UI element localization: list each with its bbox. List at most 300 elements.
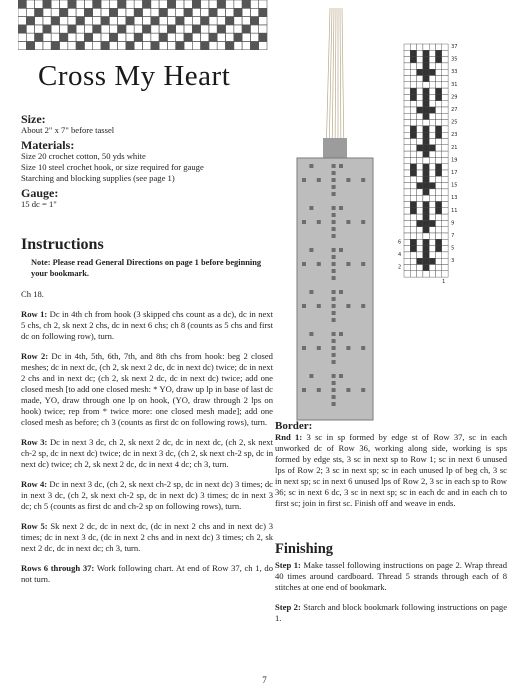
chart-cell xyxy=(436,252,442,258)
header-grid-cell xyxy=(35,42,43,50)
header-grid-cell xyxy=(68,8,76,16)
header-grid-cell xyxy=(134,42,142,50)
chart-cell xyxy=(442,76,448,82)
chart-cell xyxy=(404,202,410,208)
chart-cell xyxy=(429,69,435,75)
header-grid-cell xyxy=(26,25,34,33)
header-grid-cell xyxy=(217,42,225,50)
header-grid-cell xyxy=(18,42,26,50)
header-grid-cell xyxy=(176,33,184,41)
header-grid-cell xyxy=(151,8,159,16)
chart-cell xyxy=(410,233,416,239)
chart-cell xyxy=(436,101,442,107)
header-grid-cell xyxy=(109,33,117,41)
chart-cell xyxy=(410,271,416,277)
chart-cell xyxy=(417,69,423,75)
header-grid-cell xyxy=(176,25,184,33)
chart-cell xyxy=(442,157,448,163)
header-grid-cell xyxy=(184,0,192,8)
bookmark-hole xyxy=(332,213,336,217)
header-grid-cell xyxy=(84,0,92,8)
chart-cell xyxy=(442,101,448,107)
header-grid-cell xyxy=(118,33,126,41)
header-grid-cell xyxy=(43,17,51,25)
chart-cell xyxy=(442,220,448,226)
chart-cell xyxy=(404,94,410,100)
header-grid-cell xyxy=(68,17,76,25)
chart-cell xyxy=(423,258,429,264)
chart-cell xyxy=(410,57,416,63)
bookmark-hole xyxy=(309,290,313,294)
bookmark-hole xyxy=(332,178,336,182)
header-grid-cell xyxy=(242,33,250,41)
chart-row-label: 3 xyxy=(451,258,455,265)
header-grid-cell xyxy=(250,17,258,25)
row-instruction: Row 2: Dc in 4th, 5th, 6th, 7th, and 8th chs from hook: beg 2 closed meshes; dc in next dc, (ch 2, sk next 2 dc, dc in next dc) twice; dc in next 2 chs and in next dc; (ch 2, sk next 2 dc, dc in next dc) twice; add one closed mesh [to add one closed mesh: * YO, draw up lp in base of last dc made, YO, draw through one lp on hook, (YO, draw through 2 lps on hook) twice; rep from * twice more: one closed mesh made]; add one closed mesh as before; ch 3 (counts as first dc on following rows), turn. xyxy=(21,351,273,427)
chart-cell xyxy=(429,94,435,100)
chart-cell xyxy=(404,233,410,239)
chart-cell xyxy=(442,227,448,233)
chart-cell xyxy=(436,214,442,220)
instructions-heading: Instructions xyxy=(21,236,104,253)
bookmark-hole xyxy=(332,353,336,357)
chart-cell xyxy=(417,265,423,271)
chart-cell xyxy=(429,195,435,201)
header-grid-cell xyxy=(226,42,234,50)
header-grid-cell xyxy=(18,8,26,16)
chart-cell xyxy=(442,271,448,277)
header-grid-cell xyxy=(192,8,200,16)
chart-cell xyxy=(423,44,429,50)
header-grid-cell xyxy=(26,42,34,50)
chart-cell xyxy=(423,120,429,126)
header-grid-cell xyxy=(209,42,217,50)
chart-cell xyxy=(436,189,442,195)
header-grid-cell xyxy=(51,33,59,41)
bookmark-hole xyxy=(339,290,343,294)
header-grid-cell xyxy=(118,8,126,16)
chart-cell xyxy=(423,202,429,208)
header-grid-cell xyxy=(101,33,109,41)
header-grid-cell xyxy=(51,0,59,8)
chart-row-label: 29 xyxy=(451,94,458,101)
bookmark-hole xyxy=(332,388,336,392)
header-grid-cell xyxy=(176,17,184,25)
header-grid-cell xyxy=(134,0,142,8)
bookmark-hole xyxy=(361,220,365,224)
chart-cell xyxy=(442,164,448,170)
bookmark-hole xyxy=(302,388,306,392)
chart-cell xyxy=(417,233,423,239)
bookmark-hole xyxy=(346,220,350,224)
header-grid-cell xyxy=(184,33,192,41)
header-grid-cell xyxy=(201,25,209,33)
header-grid-cell xyxy=(201,42,209,50)
chart-cell xyxy=(404,252,410,258)
chart-cell xyxy=(410,88,416,94)
chart-cell xyxy=(442,107,448,113)
header-grid-cell xyxy=(76,42,84,50)
chart-cell xyxy=(429,145,435,151)
header-grid-cell xyxy=(159,33,167,41)
chart-cell xyxy=(417,258,423,264)
chart-cell xyxy=(404,170,410,176)
chart-cell xyxy=(423,88,429,94)
chart-cell xyxy=(410,132,416,138)
chart-cell xyxy=(423,239,429,245)
bookmark-hole xyxy=(332,206,336,210)
chart-cell xyxy=(436,220,442,226)
bookmark-hole xyxy=(332,185,336,189)
chart-cell xyxy=(417,164,423,170)
chart-cell xyxy=(410,195,416,201)
chart-cell xyxy=(429,76,435,82)
chart-cell xyxy=(429,202,435,208)
chart-cell xyxy=(442,252,448,258)
chart-cell xyxy=(417,82,423,88)
chart-row-label: 6 xyxy=(398,239,402,246)
header-grid-cell xyxy=(51,8,59,16)
size-text: About 2" x 7" before tassel xyxy=(21,125,115,135)
bookmark-hole xyxy=(346,262,350,266)
instructions-body xyxy=(21,289,273,594)
header-grid-cell xyxy=(101,42,109,50)
chart-cell xyxy=(417,157,423,163)
materials-heading: Materials: xyxy=(21,138,75,152)
chart-cell xyxy=(410,227,416,233)
header-grid-cell xyxy=(167,17,175,25)
chart-cell xyxy=(442,69,448,75)
chart-row-label: 9 xyxy=(451,220,455,227)
chart-cell xyxy=(436,50,442,56)
header-grid-cell xyxy=(250,42,258,50)
chart-cell xyxy=(404,82,410,88)
bookmark-hole xyxy=(302,346,306,350)
chart-cell xyxy=(436,208,442,214)
chart-cell xyxy=(442,113,448,119)
chart-cell xyxy=(429,208,435,214)
header-grid-cell xyxy=(201,17,209,25)
chart-row-label: 21 xyxy=(451,144,458,151)
bookmark-hole xyxy=(332,276,336,280)
chart-cell xyxy=(417,252,423,258)
header-grid-cell xyxy=(18,25,26,33)
header-grid-cell xyxy=(167,25,175,33)
chart-cell xyxy=(423,126,429,132)
chart-cell xyxy=(417,44,423,50)
chart-cell xyxy=(410,139,416,145)
chart-cell xyxy=(410,157,416,163)
border-instructions: Rnd 1: 3 sc in sp formed by edge st of Row 37, sc in each unworked dc of Row 36, working along side, working is sps formed by edge sts, 3 sc in next sp to Row 1; sc in next 6 unused lps of Row 2; 3 sc in next sp; sc in each unused lp of beg ch, 3 sc in next sp; sc in next 6 unused lps of Row 2, 3 sc in each sp to Row 36; sc in next 6 dc, 3 sc in next sp; sc in each dc and in each ch to first sc; join in first sc. Finish off and weave in ends. xyxy=(275,432,508,508)
chart-cell xyxy=(436,139,442,145)
chart-cell xyxy=(417,176,423,182)
chart-cell xyxy=(404,271,410,277)
chart-cell xyxy=(404,120,410,126)
chart-cell xyxy=(442,183,448,189)
chart-cell xyxy=(410,202,416,208)
chart-cell xyxy=(410,44,416,50)
header-grid-cell xyxy=(234,33,242,41)
header-grid-cell xyxy=(101,17,109,25)
header-grid-cell xyxy=(167,42,175,50)
header-grid-cell xyxy=(159,0,167,8)
chart-cell xyxy=(404,164,410,170)
header-grid-cell xyxy=(184,42,192,50)
chart-cell xyxy=(417,113,423,119)
chart-cell xyxy=(442,82,448,88)
header-grid-cell xyxy=(159,42,167,50)
header-grid-cell xyxy=(109,8,117,16)
chart-cell xyxy=(417,139,423,145)
row-instruction: Row 5: Sk next 2 dc, dc in next dc, (dc in next 2 chs and in next dc) 3 times; dc in next 3 dc, (dc in next 2 chs and in next dc) 3 times; ch 2, sk next 2 dc, dc in next dc; ch 3, turn. xyxy=(21,521,273,553)
header-grid-cell xyxy=(18,33,26,41)
chart-cell xyxy=(417,202,423,208)
chart-cell xyxy=(423,208,429,214)
size-heading: Size: xyxy=(21,112,46,126)
header-grid-cell xyxy=(43,0,51,8)
header-grid-cell xyxy=(109,25,117,33)
chart-cell xyxy=(436,164,442,170)
chart-cell xyxy=(429,63,435,69)
header-grid-cell xyxy=(176,0,184,8)
chart-cell xyxy=(423,246,429,252)
header-grid-cell xyxy=(159,17,167,25)
header-grid-cell xyxy=(259,8,267,16)
header-grid-cell xyxy=(109,42,117,50)
header-grid-cell xyxy=(151,42,159,50)
bookmark-hole xyxy=(346,304,350,308)
header-grid-cell xyxy=(109,0,117,8)
header-grid-cell xyxy=(151,0,159,8)
chart-cell xyxy=(429,170,435,176)
chart-cell xyxy=(417,132,423,138)
chart-cell xyxy=(410,170,416,176)
note: Note: Please read General Directions on page 1 before beginning your bookmark. xyxy=(31,258,262,278)
bookmark-hole xyxy=(332,395,336,399)
chart-row-label: 37 xyxy=(451,44,458,50)
chart-cell xyxy=(423,50,429,56)
header-grid-cell xyxy=(184,17,192,25)
header-grid-cell xyxy=(234,17,242,25)
header-grid-cell xyxy=(93,25,101,33)
header-grid-cell xyxy=(43,8,51,16)
page-title: Cross My Heart xyxy=(38,60,231,92)
chart-cell xyxy=(423,101,429,107)
finishing-step: Step 1: Make tassel following instructions on page 2. Wrap thread 40 times around cardboard. Thread 5 strands through each of 8 stitches at one end of bookmark. xyxy=(275,560,507,592)
chart-cell xyxy=(436,239,442,245)
bookmark-hole xyxy=(346,346,350,350)
finishing-step: Step 2: Starch and block bookmark following instructions on page 1. xyxy=(275,602,508,623)
header-grid-cell xyxy=(167,8,175,16)
bookmark-hole xyxy=(339,374,343,378)
chart-row-label: 11 xyxy=(451,207,458,214)
bookmark-hole xyxy=(302,262,306,266)
header-grid-cell xyxy=(176,8,184,16)
header-grid-cell xyxy=(51,42,59,50)
header-grid-cell xyxy=(126,25,134,33)
chart-cell xyxy=(410,246,416,252)
chart-cell xyxy=(404,183,410,189)
chart-cell xyxy=(417,214,423,220)
header-grid-cell xyxy=(151,17,159,25)
chart-cell xyxy=(436,265,442,271)
header-grid-cell xyxy=(151,33,159,41)
header-grid-cell xyxy=(76,25,84,33)
chart-row-label: 31 xyxy=(451,81,458,88)
bookmark-hole xyxy=(339,248,343,252)
chart-cell xyxy=(417,239,423,245)
bookmark-hole xyxy=(332,311,336,315)
row-instruction: Row 1: Dc in 4th ch from hook (3 skipped chs count as a dc), dc in next 5 chs, ch 2, sk next 2 chs, dc in next 6 chs; ch 8 (counts as 5 chs and first dc on following row), turn. xyxy=(21,309,273,341)
header-grid-cell xyxy=(126,17,134,25)
chart-cell xyxy=(429,176,435,182)
chart-cell xyxy=(423,195,429,201)
header-grid-cell xyxy=(51,17,59,25)
chart-cell xyxy=(429,113,435,119)
chart-cell xyxy=(410,265,416,271)
chart-cell xyxy=(417,208,423,214)
bookmark-hole xyxy=(309,332,313,336)
bookmark-hole xyxy=(361,262,365,266)
chart-cell xyxy=(423,220,429,226)
chart-cell xyxy=(429,151,435,157)
bookmark-hole xyxy=(317,178,321,182)
header-grid-cell xyxy=(60,8,68,16)
chart-cell xyxy=(410,151,416,157)
header-grid-cell xyxy=(18,0,26,8)
chart-cell xyxy=(429,132,435,138)
bookmark-hole xyxy=(332,220,336,224)
header-grid-cell xyxy=(76,17,84,25)
chart-cell xyxy=(442,44,448,50)
header-grid-cell xyxy=(217,0,225,8)
chart-cell xyxy=(436,120,442,126)
chart-cell xyxy=(429,164,435,170)
bookmark-hole xyxy=(346,388,350,392)
chart-cell xyxy=(417,145,423,151)
chart-cell xyxy=(442,176,448,182)
chart-cell xyxy=(423,69,429,75)
chart-cell xyxy=(417,101,423,107)
header-grid-cell xyxy=(35,8,43,16)
chart-cell xyxy=(410,94,416,100)
header-grid-cell xyxy=(209,17,217,25)
chart-cell xyxy=(436,113,442,119)
chart-cell xyxy=(442,170,448,176)
header-grid-cell xyxy=(26,8,34,16)
bookmark-hole xyxy=(317,304,321,308)
chart-cell xyxy=(429,271,435,277)
chart-row-label: 35 xyxy=(451,56,458,63)
header-grid-cell xyxy=(143,25,151,33)
bookmark-hole xyxy=(332,297,336,301)
gauge-text: 15 dc = 1" xyxy=(21,199,57,209)
materials-line: Size 10 steel crochet hook, or size required for gauge xyxy=(21,162,204,172)
header-grid-cell xyxy=(118,17,126,25)
chart-cell xyxy=(436,227,442,233)
header-grid-cell xyxy=(151,25,159,33)
header-grid-cell xyxy=(93,17,101,25)
chart-cell xyxy=(429,246,435,252)
chart-row-label: 7 xyxy=(451,233,455,239)
header-grid-cell xyxy=(201,8,209,16)
header-grid-cell xyxy=(167,0,175,8)
page-number: 7 xyxy=(262,675,267,685)
bookmark-hole xyxy=(346,178,350,182)
header-grid-cell xyxy=(84,33,92,41)
chart-cell xyxy=(442,239,448,245)
header-grid-cell xyxy=(192,0,200,8)
chart-cell xyxy=(404,132,410,138)
chart-cell xyxy=(436,271,442,277)
chart-cell xyxy=(442,233,448,239)
chart-row-label: 2 xyxy=(398,264,402,271)
chart-cell xyxy=(410,208,416,214)
chart-cell xyxy=(417,227,423,233)
header-grid-cell xyxy=(250,25,258,33)
chart-cell xyxy=(423,164,429,170)
header-grid-cell xyxy=(84,8,92,16)
header-grid-cell xyxy=(242,42,250,50)
specs-block xyxy=(21,114,271,210)
chart-cell xyxy=(404,189,410,195)
chart-cell xyxy=(423,233,429,239)
chart-cell xyxy=(404,76,410,82)
header-grid-cell xyxy=(242,17,250,25)
header-grid-cell xyxy=(192,25,200,33)
header-grid-cell xyxy=(209,0,217,8)
bookmark-hole xyxy=(339,164,343,168)
chart-cell xyxy=(404,214,410,220)
chart-cell xyxy=(442,63,448,69)
chart-cell xyxy=(436,145,442,151)
header-grid-cell xyxy=(234,0,242,8)
chart-cell xyxy=(429,189,435,195)
bookmark-hole xyxy=(317,388,321,392)
chart-cell xyxy=(404,145,410,151)
chart-row-label: 13 xyxy=(451,195,458,202)
header-grid-cell xyxy=(26,17,34,25)
header-grid-cell xyxy=(93,0,101,8)
chart-cell xyxy=(436,258,442,264)
chart-cell xyxy=(417,189,423,195)
header-grid-cell xyxy=(126,33,134,41)
header-grid-cell xyxy=(43,25,51,33)
chart-row-label: 17 xyxy=(451,170,458,176)
header-grid-cell xyxy=(143,8,151,16)
header-grid-cell xyxy=(167,33,175,41)
header-grid-cell xyxy=(184,25,192,33)
chart-cell xyxy=(442,88,448,94)
bookmark-hole xyxy=(309,206,313,210)
header-grid-cell xyxy=(76,33,84,41)
header-grid-cell xyxy=(126,8,134,16)
chart-cell xyxy=(417,57,423,63)
chart-cell xyxy=(404,101,410,107)
bookmark-hole xyxy=(332,171,336,175)
chart-cell xyxy=(410,82,416,88)
chart-cell xyxy=(410,176,416,182)
header-grid-cell xyxy=(217,8,225,16)
bookmark-hole xyxy=(332,332,336,336)
chart-cell xyxy=(429,214,435,220)
chart-cell xyxy=(436,195,442,201)
chart-cell xyxy=(423,113,429,119)
chart-cell xyxy=(404,126,410,132)
header-grid-cell xyxy=(84,25,92,33)
bookmark-hole xyxy=(332,269,336,273)
header-grid-cell xyxy=(84,42,92,50)
